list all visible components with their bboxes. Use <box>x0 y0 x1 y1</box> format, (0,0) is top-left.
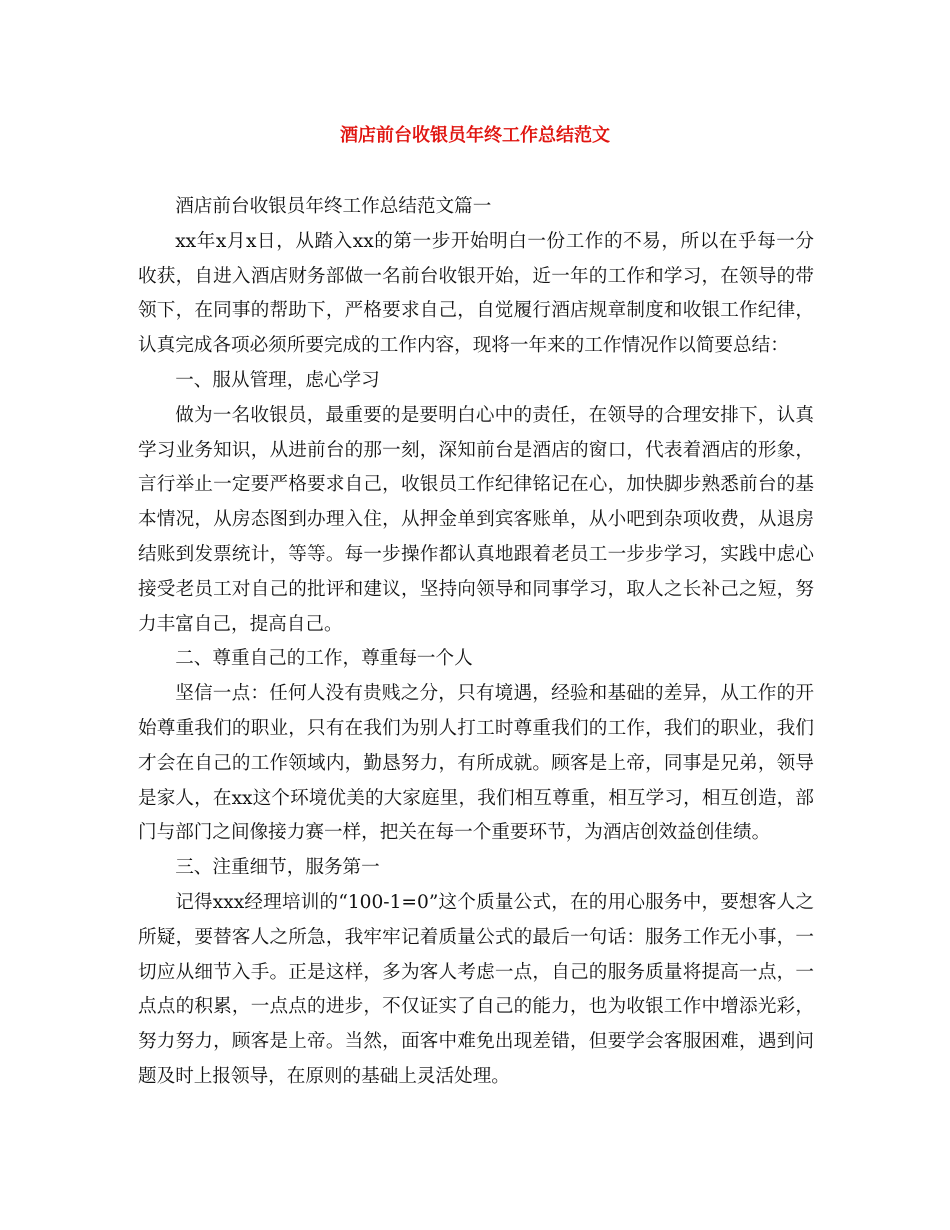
document-body <box>138 190 814 1095</box>
section-heading-3: 三、注重细节，服务第一 <box>175 857 380 879</box>
section-paragraph-3: 记得xxx经理培训的“100-1=0”这个质量公式，在的用心服务中，要想客人之所疑，要替客人之所急，我牢牢记着质量公式的最后一句话：服务工作无小事，一切应从细节入手。正是这样，多为客人考虑一点，自己的服务质量将提高一点，一点点的积累，一点点的进步，不仅证实了自己的能力，也为收银工作中增添光彩，努力努力，顾客是上帝。当然，面客中难免出现差错，但要学会客服困难，遇到问题及时上报领导，在原则的基础上灵活处理。 <box>138 891 814 1087</box>
section-heading-part-one: 酒店前台收银员年终工作总结范文篇一 <box>175 196 492 217</box>
intro-paragraph: xx年x月x日，从踏入xx的第一步开始明白一份工作的不易，所以在乎每一分收获，自进入酒店财务部做一名前台收银开始，近一年的工作和学习，在领导的带领下，在同事的帮助下，严格要求自己，自觉履行酒店规章制度和收银工作纪律，认真完成各项必须所要完成的工作内容，现将一年来的工作情况作以简要总结： <box>138 230 814 357</box>
section-heading-1: 一、服从管理，虑心学习 <box>175 369 380 391</box>
document-title: 酒店前台收银员年终工作总结范文 <box>340 125 610 146</box>
section-paragraph-2: 坚信一点：任何人没有贵贱之分，只有境遇，经验和基础的差异，从工作的开始尊重我们的职业，只有在我们为别人打工时尊重我们的工作，我们的职业，我们才会在自己的工作领域内，勤恳努力，有所成就。顾客是上帝，同事是兄弟，领导是家人，在xx这个环境优美的大家庭里，我们相互尊重，相互学习，相互创造，部门与部门之间像接力赛一样，把关在每一个重要环节，为酒店创效益创佳绩。 <box>138 683 814 844</box>
section-paragraph-1: 做为一名收银员，最重要的是要明白心中的责任，在领导的合理安排下，认真学习业务知识，从进前台的那一刻，深知前台是酒店的窗口，代表着酒店的形象，言行举止一定要严格要求自己，收银员工作纪律铭记在心，加快脚步熟悉前台的基本情况，从房态图到办理入住，从押金单到宾客账单，从小吧到杂项收费，从退房结账到发票统计，等等。每一步操作都认真地跟着老员工一步步学习，实践中虑心接受老员工对自己的批评和建议，坚持向领导和同事学习，取人之长补己之短，努力丰富自己，提高自己。 <box>138 404 814 635</box>
section-heading-2: 二、尊重自己的工作，尊重每一个人 <box>175 648 473 670</box>
